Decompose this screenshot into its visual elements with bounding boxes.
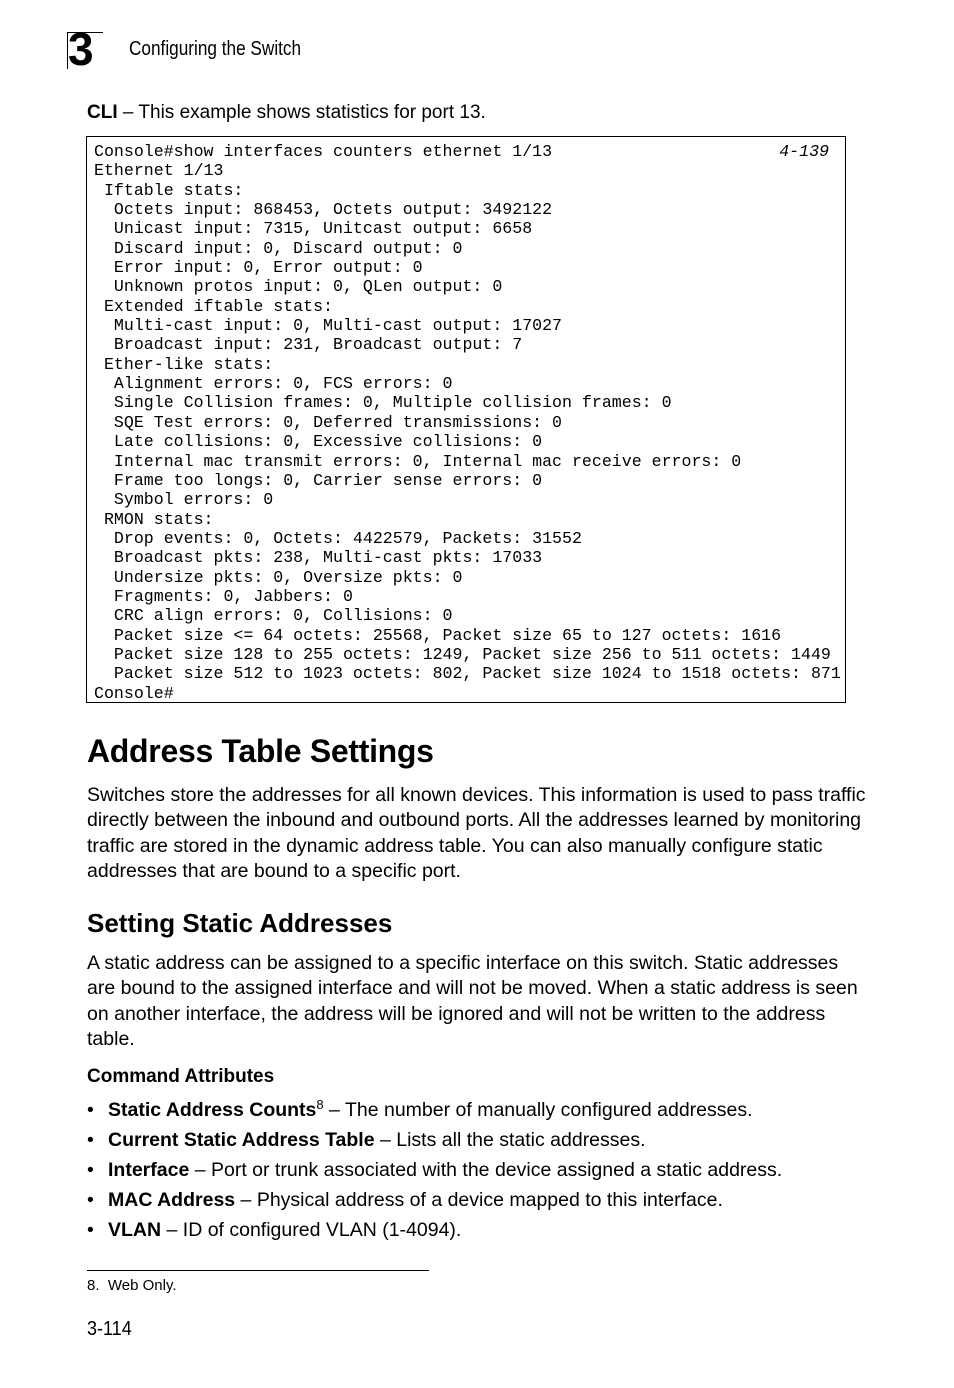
code-line: Packet size 512 to 1023 octets: 802, Packet size 1024 to 1518 octets: 871 <box>94 664 841 684</box>
code-line: Alignment errors: 0, FCS errors: 0 <box>94 374 453 394</box>
code-line: Octets input: 868453, Octets output: 3492122 <box>94 200 553 220</box>
chapter-title: Configuring the Switch <box>129 38 302 60</box>
code-line: Single Collision frames: 0, Multiple collision frames: 0 <box>94 393 672 413</box>
code-line: Discard input: 0, Discard output: 0 <box>94 238 463 258</box>
page-number: 3-114 <box>87 1318 132 1340</box>
code-line: Frame too longs: 0, Carrier sense errors: 0 <box>94 470 543 490</box>
code-line: Unknown protos input: 0, QLen output: 0 <box>94 277 503 297</box>
code-line: Late collisions: 0, Excessive collisions: 0 <box>94 432 543 452</box>
code-example-box <box>86 136 846 703</box>
attribute-term: Static Address Counts <box>108 1099 317 1121</box>
attribute-description: – Port or trunk associated with the device assigned a static address. <box>189 1159 783 1181</box>
code-line: CRC align errors: 0, Collisions: 0 <box>94 606 453 626</box>
code-line: Console# <box>94 683 174 703</box>
code-lines <box>94 142 841 703</box>
subsection-body: A static address can be assigned to a specific interface on this switch. Static addresses are bound to the assigned interface and will not be moved. When a static address is seen on another interface, the address will be ignored and will not be written to the address table. <box>87 952 858 1050</box>
code-line: Packet size 128 to 255 octets: 1249, Packet size 256 to 511 octets: 1449 <box>94 644 831 664</box>
code-line: Symbol errors: 0 <box>94 490 274 510</box>
section-body: Switches store the addresses for all known devices. This information is used to pass traffic directly between the inbound and outbound ports. All the addresses learned by monitoring traffic are stored in the dynamic address table. You can also manually configure static addresses that are bound to a specific port. <box>87 784 866 882</box>
list-item <box>87 1126 782 1156</box>
code-line: Ethernet 1/13 <box>94 161 224 181</box>
footnote-divider <box>87 1270 429 1271</box>
code-line: Internal mac transmit errors: 0, Internal mac receive errors: 0 <box>94 451 742 471</box>
command-reference: 4-139 <box>779 142 829 161</box>
attribute-description: – Physical address of a device mapped to this interface. <box>235 1189 723 1211</box>
bullet: • <box>87 1099 94 1121</box>
code-line: Iftable stats: <box>94 180 244 200</box>
list-item <box>87 1186 782 1216</box>
chapter-number: 3 <box>68 23 93 75</box>
bullet: • <box>87 1129 94 1151</box>
command-attributes-heading: Command Attributes <box>87 1066 275 1087</box>
code-line: Multi-cast input: 0, Multi-cast output: 17027 <box>94 316 563 336</box>
attribute-description: – Lists all the static addresses. <box>374 1129 646 1151</box>
list-item <box>87 1156 782 1186</box>
code-line: RMON stats: <box>94 509 214 529</box>
list-item <box>87 1216 782 1246</box>
code-line: Packet size <= 64 octets: 25568, Packet size 65 to 127 octets: 1616 <box>94 625 782 645</box>
section-title: Address Table Settings <box>87 733 434 769</box>
code-line: Error input: 0, Error output: 0 <box>94 258 423 278</box>
command-attributes-list <box>87 1096 782 1246</box>
footnote-text: Web Only. <box>107 1277 177 1294</box>
cli-label: CLI <box>87 102 118 123</box>
code-line: Console#show interfaces counters ethernet 1/13 <box>94 142 553 161</box>
code-line: Extended iftable stats: <box>94 296 333 316</box>
code-line: Undersize pkts: 0, Oversize pkts: 0 <box>94 567 463 587</box>
footnote-reference: 8 <box>316 1097 324 1112</box>
attribute-description: – ID of configured VLAN (1-4094). <box>161 1219 462 1241</box>
cli-intro-text: – This example shows statistics for port 13. <box>117 102 486 123</box>
bullet: • <box>87 1159 94 1181</box>
attribute-term: VLAN <box>108 1219 162 1241</box>
attribute-term: MAC Address <box>108 1189 236 1211</box>
code-line: Ether-like stats: <box>94 354 274 374</box>
attribute-term: Current Static Address Table <box>108 1129 375 1151</box>
code-line: Drop events: 0, Octets: 4422579, Packets: 31552 <box>94 528 582 548</box>
attribute-term: Interface <box>108 1159 190 1181</box>
bullet: • <box>87 1189 94 1211</box>
code-line: SQE Test errors: 0, Deferred transmissions: 0 <box>94 412 563 432</box>
code-line: Broadcast input: 231, Broadcast output: 7 <box>94 335 523 355</box>
code-line: Broadcast pkts: 238, Multi-cast pkts: 17033 <box>94 548 543 568</box>
code-line: Unicast input: 7315, Unitcast output: 6658 <box>94 219 533 239</box>
footnote-number: 8. <box>87 1277 100 1294</box>
subsection-title: Setting Static Addresses <box>87 908 393 938</box>
cli-intro <box>87 102 486 124</box>
footnote <box>87 1277 177 1294</box>
bullet: • <box>87 1219 94 1241</box>
list-item <box>87 1096 782 1126</box>
attribute-description: – The number of manually configured addresses. <box>323 1099 753 1121</box>
code-line: Fragments: 0, Jabbers: 0 <box>94 586 353 606</box>
